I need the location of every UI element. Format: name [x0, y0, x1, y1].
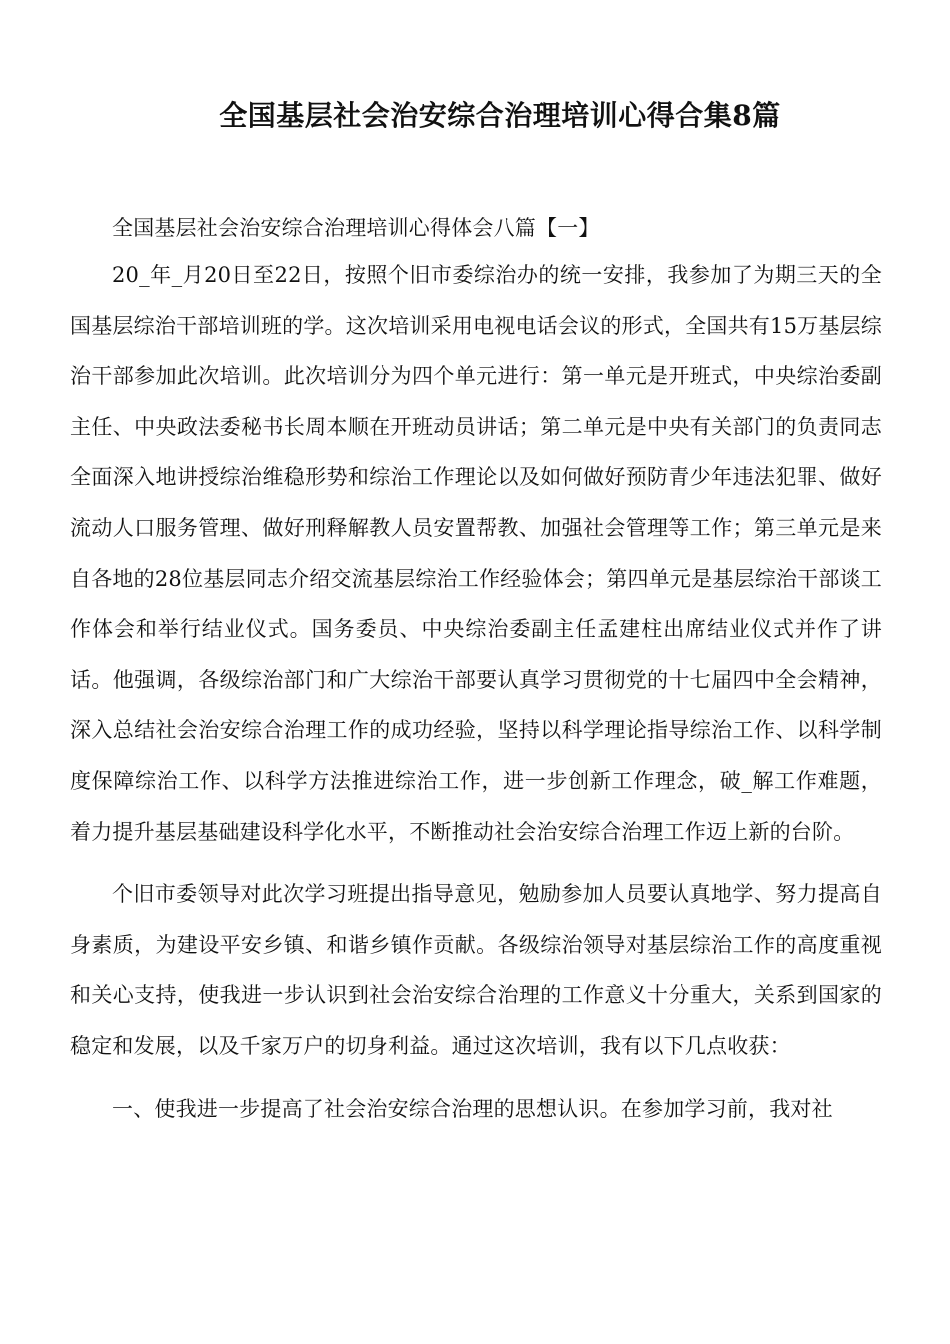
section-heading: 全国基层社会治安综合治理培训心得体会八篇【一】: [112, 216, 600, 240]
paragraph: 20_年_月20日至22日，按照个旧市委综治办的统一安排，我参加了为期三天的全国基层综治干部培训班的学。这次培训采用电视电话会议的形式，全国共有15万基层综治干部参加此次培训。此次培训分为四个单元进行：第一单元是开班式，中央综治委副主任、中央政法委秘书长周本顺在开班动员讲话；第二单元是中央有关部门的负责同志全面深入地讲授综治维稳形势和综治工作理论以及如何做好预防青少年违法犯罪、做好流动人口服务管理、做好刑释解教人员安置帮教、加强社会管理等工作；第三单元是来自各地的28位基层同志介绍交流基层综治工作经验体会；第四单元是基层综治干部谈工作体会和举行结业仪式。国务委员、中央综治委副主任孟建柱出席结业仪式并作了讲话。他强调，各级综治部门和广大综治干部要认真学习贯彻党的十七届四中全会精神，深入总结社会治安综合治理工作的成功经验，坚持以科学理论指导综治工作、以科学制度保障综治工作、以科学方法推进综治工作，进一步创新工作理念，破_解工作难题，着力提升基层基础建设科学化水平，不断推动社会治安综合治理工作迈上新的台阶。: [70, 263, 882, 844]
paragraph: 一、使我进一步提高了社会治安综合治理的思想认识。在参加学习前，我对社: [112, 1096, 833, 1121]
document-title: 全国基层社会治安综合治理培训心得合集8篇: [219, 99, 781, 132]
paragraph: 个旧市委领导对此次学习班提出指导意见，勉励参加人员要认真地学、努力提高自身素质，为建设平安乡镇、和谐乡镇作贡献。各级综治领导对基层综治工作的高度重视和关心支持，使我进一步认识到社会治安综合治理的工作意义十分重大，关系到国家的稳定和发展，以及千家万户的切身利益。通过这次培训，我有以下几点收获：: [70, 882, 882, 1058]
document-body: [70, 210, 882, 1146]
